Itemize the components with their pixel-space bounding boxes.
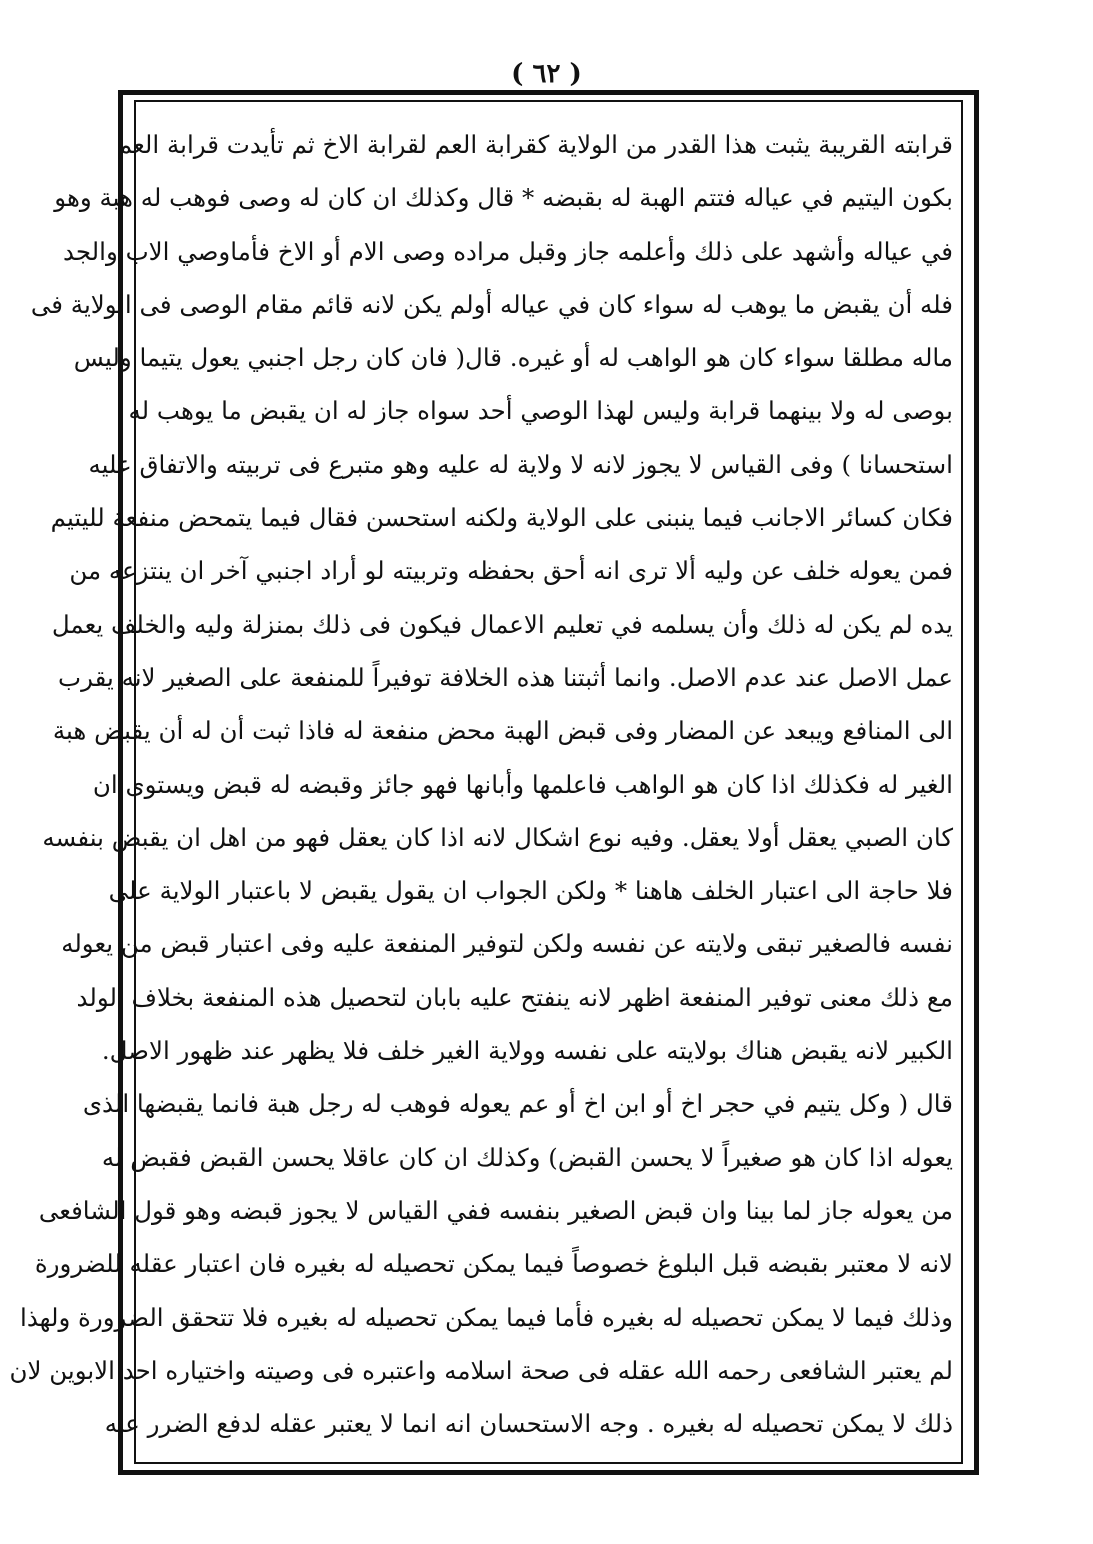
page-number: ( ٦٢ ) [511, 59, 582, 89]
text-line: يده لم يكن له ذلك وأن يسلمه في تعليم الاعمال فيكون فى ذلك بمنزلة وليه والخلف يعمل [51, 609, 953, 639]
text-line: كان الصبي يعقل أولا يعقل. وفيه نوع اشكال لانه اذا كان يعقل فهو من اهل ان يقبض بنفسه [42, 822, 953, 852]
text-line: استحسانا ) وفى القياس لا يجوز لانه لا ولاية له عليه وهو متبرع فى تربيته والاتفاق عليه [88, 449, 953, 479]
text-line: عمل الاصل عند عدم الاصل. وانما أثبتنا هذه الخلافة توفيراً للمنفعة على الصغير لانه يقرب [58, 662, 953, 692]
text-line: قال ( وكل يتيم في حجر اخ أو ابن اخ أو عم يعوله فوهب له رجل هبة فانما يقبضها الذى [82, 1089, 953, 1119]
text-line: فلا حاجة الى اعتبار الخلف هاهنا * ولكن الجواب ان يقول يقبض لا باعتبار الولاية على [108, 876, 953, 906]
text-line: ماله مطلقا سواء كان هو الواهب له أو غيره. قال( فان كان رجل اجنبي يعول يتيما وليس [73, 343, 953, 373]
text-line: فمن يعوله خلف عن وليه ألا ترى انه أحق بحفظه وتربيته لو أراد اجنبي آخر ان ينتزعه من [69, 556, 953, 586]
text-line: نفسه فالصغير تبقى ولايته عن نفسه ولكن لتوفير المنفعة عليه وفى اعتبار قبض من يعوله [61, 929, 953, 959]
text-line: بكون اليتيم في عياله فتتم الهبة له بقبضه * قال وكذلك ان كان له وصى فوهب له هبة وهو [54, 183, 953, 213]
text-line: الغير له فكذلك اذا كان هو الواهب فاعلمها وأبانها فهو جائز وقبضه له قبض ويستوى ان [92, 769, 953, 799]
text-line: من يعوله جاز لما بينا وان قبض الصغير بنفسه ففي القياس لا يجوز قبضه وهو قول الشافعى [38, 1195, 953, 1225]
text-line: لانه لا معتبر بقبضه قبل البلوغ خصوصاً فيما يمكن تحصيله له بغيره فان اعتبار عقله للضرورة [34, 1249, 953, 1279]
text-line: لم يعتبر الشافعى رحمه الله عقله فى صحة اسلامه واعتبره فى وصيته واختياره احد الابوين لان [9, 1355, 953, 1385]
text-line: فله أن يقبض ما يوهب له سواء كان في عياله أولم يكن لانه قائم مقام الوصى فى الولاية فى [30, 289, 953, 319]
text-line: الى المنافع ويبعد عن المضار وفى قبض الهبة محض منفعة له فاذا ثبت أن له أن يقبض هبة [52, 716, 953, 746]
text-line: ذلك لا يمكن تحصيله له بغيره . وجه الاستحسان انه انما لا يعتبر عقله لدفع الضرر عنه [104, 1409, 953, 1439]
text-line: بوصى له ولا بينهما قرابة وليس لهذا الوصي أحد سواه جاز له ان يقبض ما يوهب له [128, 396, 953, 426]
text-line: فكان كسائر الاجانب فيما ينبنى على الولاية ولكنه استحسن فقال فيما يتمحض منفعة لليتيم [50, 503, 953, 533]
text-line: مع ذلك معنى توفير المنفعة اظهر لانه ينفتح عليه بابان لتحصيل هذه المنفعة بخلاف الولد [76, 982, 953, 1012]
text-line: الكبير لانه يقبض هناك بولايته على نفسه وولاية الغير خلف فلا يظهر عند ظهور الاصل. [101, 1036, 953, 1066]
text-line: في عياله وأشهد على ذلك وأعلمه جاز وقبل مراده وصى الام أو الاخ فأماوصي الاب والجد [63, 236, 953, 266]
text-line: قرابته القريبة يثبت هذا القدر من الولاية كقرابة العم لقرابة الاخ ثم تأيدت قرابة العم [116, 130, 953, 159]
text-line: يعوله اذا كان هو صغيراً لا يحسن القبض) وكذلك ان كان عاقلا يحسن القبض فقبض له [101, 1142, 953, 1172]
page-text-body [9, 118, 953, 1450]
text-line: وذلك فيما لا يمكن تحصيله له بغيره فأما فيما يمكن تحصيله له بغيره فلا تتحقق الضرورة ولهذا [20, 1302, 953, 1332]
